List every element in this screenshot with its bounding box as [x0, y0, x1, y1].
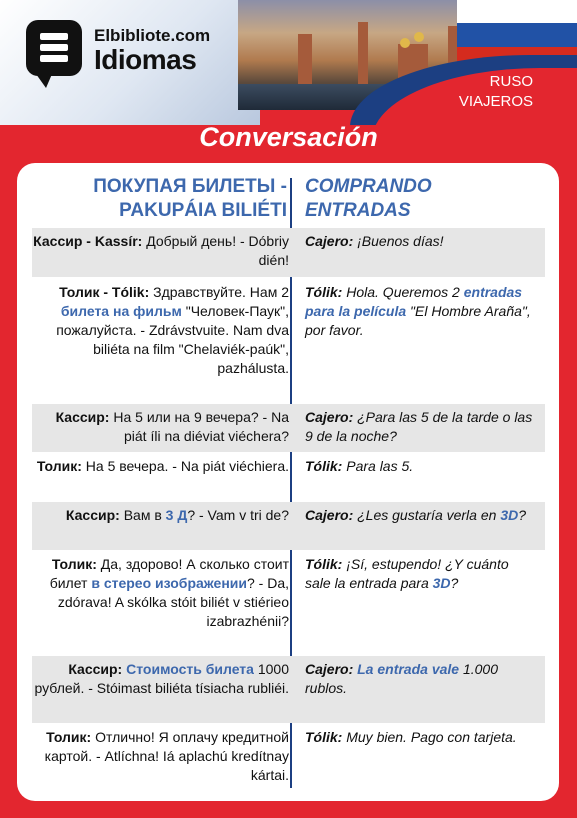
dialogue-text: ? — [450, 575, 459, 591]
dialogue-text: Muy bien. Pago con tarjeta. — [342, 729, 517, 745]
spanish-line — [305, 506, 537, 525]
conversation-card — [17, 163, 559, 801]
russian-line — [32, 457, 289, 476]
dialogue-row — [32, 724, 545, 794]
dialogue-text: Добрый день! - Dóbriy dién! — [142, 233, 289, 268]
speaker-name: Кассир: — [68, 661, 123, 677]
speaker-name: Tólik: — [305, 284, 343, 300]
speaker-name: Cajero: — [305, 233, 354, 249]
spanish-line — [305, 283, 537, 340]
dialogue-text: ? - Vam v tri de? — [187, 507, 289, 523]
speaker-name: Cajero: — [305, 409, 354, 425]
badge-audience: VIAJEROS — [458, 93, 533, 110]
speaker-name: Tólik: — [305, 458, 343, 474]
speaker-name: Tólik: — [305, 556, 343, 572]
speaker-name: Толик: — [46, 729, 92, 745]
dialogue-text: Hola. Queremos 2 — [342, 284, 464, 300]
page-title: Conversación — [199, 122, 378, 152]
dialogue-text: Да, здорово! А сколько стоит билет — [49, 556, 289, 591]
dialogue-row — [32, 502, 545, 550]
logo-icon — [26, 20, 82, 76]
speaker-name: Толик - Tólik: — [59, 284, 150, 300]
spanish-line — [305, 660, 537, 698]
russian-heading-cyrillic: ПОКУПАЯ БИЛЕТЫ - — [93, 176, 287, 197]
russian-line — [32, 660, 289, 698]
dialogue-text: На 5 вечера. - Na piát viéchiera. — [81, 458, 289, 474]
highlighted-phrase: в стерео изображении — [91, 575, 247, 591]
speaker-name: Кассир - Kassír: — [33, 233, 143, 249]
dialogue-text: Para las 5. — [342, 458, 414, 474]
dialogue-text: ¿Les gustaría verla en — [353, 507, 501, 523]
spanish-line — [305, 408, 537, 446]
spanish-line — [305, 555, 537, 593]
speaker-name: Tólik: — [305, 729, 343, 745]
speaker-name: Cajero: — [305, 507, 354, 523]
dialogue-text: ¿Para las 5 de la tarde o las 9 de la noche? — [305, 409, 533, 444]
dialogue-text: ¡Buenos días! — [353, 233, 444, 249]
russian-line — [32, 728, 289, 785]
badge-language: RUSO — [489, 73, 533, 90]
spanish-line — [305, 728, 537, 747]
dialogue-text: Вам в — [119, 507, 166, 523]
russian-line — [32, 232, 289, 270]
russian-line — [32, 506, 289, 525]
speaker-name: Толик: — [51, 556, 97, 572]
highlighted-phrase: билета на фильм — [60, 303, 182, 319]
highlighted-phrase: Стоимость билета — [126, 661, 254, 677]
dialogue-row — [32, 453, 545, 501]
dialogue-row — [32, 279, 545, 403]
highlighted-phrase: 3 Д — [165, 507, 188, 523]
russian-line — [32, 555, 289, 631]
highlighted-phrase: entradas para la película — [305, 284, 523, 319]
spanish-heading-line2: ENTRADAS — [305, 200, 411, 221]
dialogue-text: 1000 рублей. - Stóimast biliéta tísiacha rubliéi. — [34, 661, 289, 696]
speaker-name: Толик: — [36, 458, 82, 474]
spanish-line — [305, 232, 537, 251]
speaker-name: Кассир: — [55, 409, 110, 425]
highlighted-phrase: La entrada vale — [357, 661, 460, 677]
russian-line — [32, 283, 289, 378]
dialogue-text: На 5 или на 9 вечера? - Na piát íli na diéviat viéchera? — [109, 409, 289, 444]
russian-column-heading — [47, 175, 287, 223]
dialogue-row — [32, 551, 545, 655]
highlighted-phrase: 3D — [432, 575, 451, 591]
dialogue-text: 1.000 rublos. — [305, 661, 498, 696]
dialogue-text: "El Hombre Araña", por favor. — [305, 303, 531, 338]
language-badge — [459, 72, 533, 112]
spanish-line — [305, 457, 537, 476]
dialogue-row — [32, 656, 545, 723]
dialogue-text: "Человек-Паук", пожалуйста. - Zdrávstvuite. Nam dva biliéta na film "Chelaviék-paúk", pazhálusta. — [56, 303, 289, 376]
dialogue-row — [32, 228, 545, 277]
highlighted-phrase: 3D — [500, 507, 519, 523]
speaker-name: Cajero: — [305, 661, 354, 677]
dialogue-text: ? - Da, zdórava! A skólka stóit biliét v stiérieo izabrazhénii? — [57, 575, 289, 629]
dialogue-text: ? — [518, 507, 527, 523]
dialogue-text: ¡Sí, estupendo! ¿Y cuánto sale la entrada para — [305, 556, 509, 591]
dialogue-row — [32, 404, 545, 452]
page-header — [0, 0, 577, 125]
dialogue-text: Здравствуйте. Нам 2 — [149, 284, 289, 300]
russian-heading-transliteration: PAKUPÁIA BILIÉTI — [119, 200, 287, 221]
logo-site-name: Elbibliote.com — [94, 26, 211, 45]
spanish-column-heading — [305, 175, 535, 223]
spanish-heading-line1: COMPRANDO — [305, 176, 432, 197]
dialogue-text: Отлично! Я оплачу кредитной картой. - Atlíchna! Iá aplachú kredítnay kártai. — [44, 729, 289, 783]
logo-brand-name: Idiomas — [94, 44, 197, 75]
russian-line — [32, 408, 289, 446]
speaker-name: Кассир: — [65, 507, 120, 523]
